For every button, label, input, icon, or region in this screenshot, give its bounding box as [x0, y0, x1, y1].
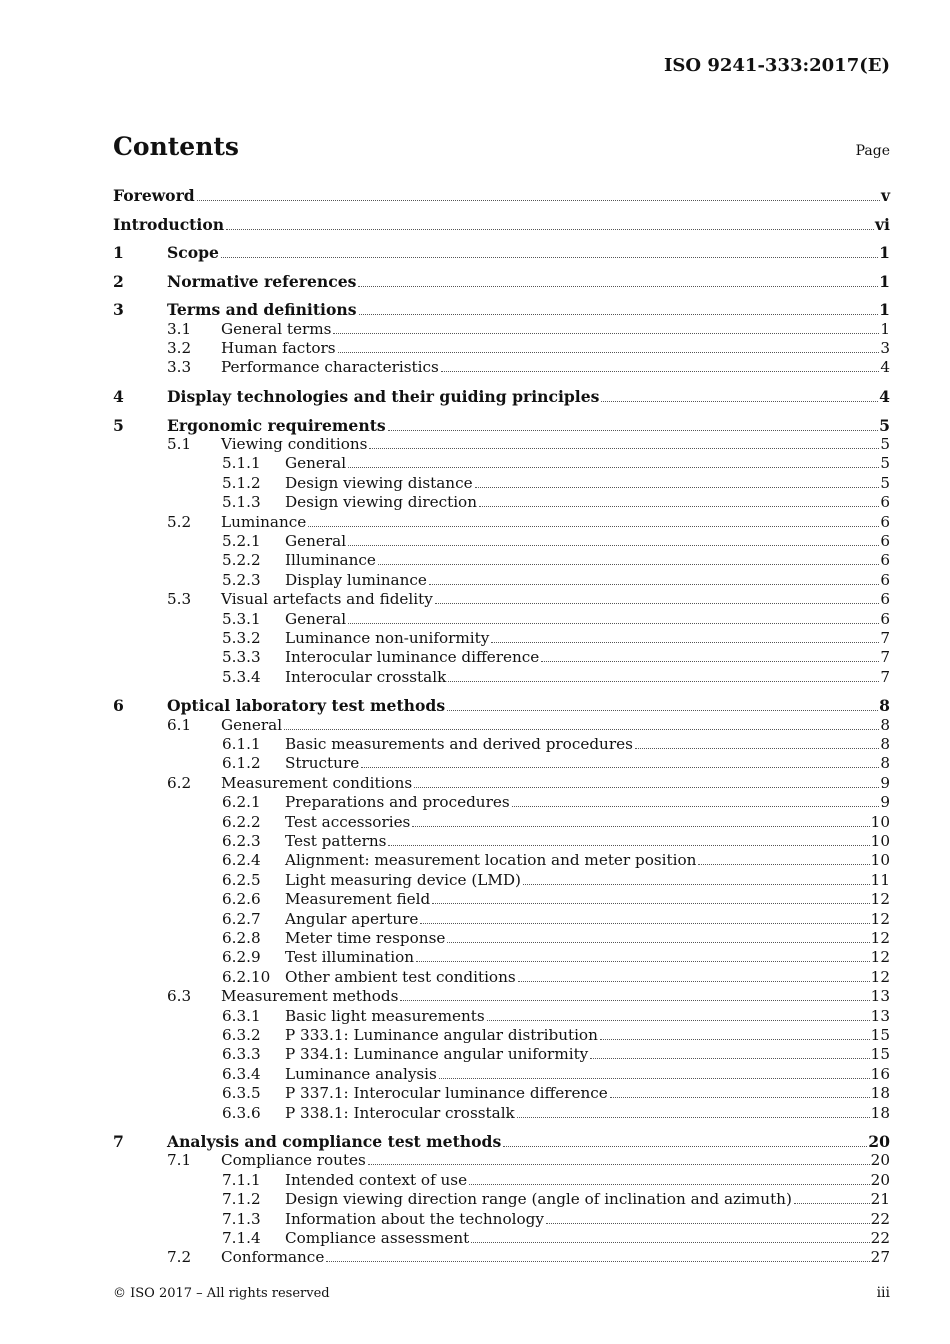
page-title: Contents [113, 132, 240, 161]
toc-entry-title: Illuminance [285, 551, 376, 570]
toc-entry-number: 3 [113, 300, 124, 320]
toc-entry-page: 12 [870, 928, 890, 947]
toc-entry-number: 6.3.4 [222, 1064, 261, 1083]
toc-entry-page: 16 [870, 1064, 890, 1083]
toc-entry-page: 6 [880, 493, 890, 512]
dot-leader [546, 1223, 870, 1224]
toc-entry[interactable] [113, 513, 890, 532]
dot-leader [698, 864, 869, 865]
toc-entry-page: 21 [870, 1190, 890, 1209]
dot-leader [600, 1039, 870, 1040]
toc-entry-page: 4 [879, 387, 890, 407]
toc-entry-title: Conformance [221, 1248, 325, 1267]
toc-entry[interactable] [113, 358, 890, 377]
toc-entry-page: 18 [870, 1084, 890, 1103]
toc-entry[interactable] [113, 532, 890, 551]
dot-leader [487, 1020, 870, 1021]
toc-entry-number: 5.1.2 [222, 473, 261, 492]
toc-entry[interactable] [113, 871, 890, 890]
dot-leader [414, 787, 879, 788]
dot-leader [308, 526, 879, 527]
toc-entry-title: Light measuring device (LMD) [285, 870, 521, 889]
dot-leader [441, 371, 880, 372]
toc-entry-page: 20 [870, 1151, 890, 1170]
toc-entry-number: 3.1 [167, 319, 192, 338]
toc-entry-title: Design viewing direction [285, 493, 477, 512]
toc-entry[interactable] [113, 1065, 890, 1084]
dot-leader [429, 584, 879, 585]
toc-entry-page: 4 [880, 358, 890, 377]
toc-entry-title: Compliance assessment [285, 1229, 470, 1248]
toc-entry-number: 6 [113, 696, 124, 716]
toc-entry-title: Interocular luminance difference [285, 648, 540, 667]
dot-leader [420, 923, 869, 924]
dot-leader [284, 729, 879, 730]
toc-entry[interactable] [113, 320, 890, 339]
dot-leader [348, 545, 879, 546]
toc-entry-page: 22 [870, 1229, 890, 1248]
toc-entry[interactable] [113, 1104, 890, 1123]
dot-leader [610, 1097, 870, 1098]
toc-entry-page: 6 [880, 609, 890, 628]
dot-leader [475, 487, 880, 488]
dot-leader [226, 229, 874, 230]
dot-leader [523, 884, 870, 885]
toc-entry-page: 6 [880, 512, 890, 531]
toc-entry-title: General terms [221, 319, 332, 338]
toc-entry-number: 6.3 [167, 987, 192, 1006]
page-column-label: Page [855, 143, 890, 159]
dot-leader [469, 1184, 870, 1185]
dot-leader [471, 1242, 869, 1243]
toc-entry-number: 5.2.2 [222, 551, 261, 570]
toc-entry-number: 3.2 [167, 339, 192, 358]
toc-entry-page: 10 [870, 812, 890, 831]
dot-leader [221, 257, 878, 258]
toc-entry-title: Alignment: measurement location and meter position [285, 851, 697, 870]
toc-entry-page: 9 [880, 793, 890, 812]
toc-entry-number: 6.2.10 [222, 967, 271, 986]
toc-entry[interactable] [113, 493, 890, 512]
toc-entry-title: Test accessories [285, 812, 411, 831]
toc-entry-number: 5.3 [167, 590, 192, 609]
toc-entry-title: Structure [285, 754, 360, 773]
toc-entry-number: 6.2.7 [222, 909, 261, 928]
toc-entry-number: 6.1 [167, 715, 192, 734]
toc-entry[interactable] [113, 735, 890, 754]
dot-leader [590, 1058, 869, 1059]
toc-entry-page: 7 [880, 648, 890, 667]
toc-entry-title: Scope [167, 243, 219, 263]
toc-entry-title: Optical laboratory test methods [167, 696, 446, 716]
toc-entry-page: 9 [880, 773, 890, 792]
toc-entry[interactable] [113, 793, 890, 812]
toc-entry-page: 10 [870, 851, 890, 870]
dot-leader [359, 314, 879, 315]
toc-entry[interactable] [113, 215, 890, 234]
toc-entry[interactable] [113, 416, 890, 435]
toc-entry-page: 13 [870, 987, 890, 1006]
toc-entry[interactable] [113, 668, 890, 687]
toc-entry-page: 6 [880, 570, 890, 589]
toc-entry-title: General [285, 609, 347, 628]
toc-entry[interactable] [113, 387, 890, 406]
toc-entry-page: 1 [880, 319, 890, 338]
toc-entry[interactable] [113, 339, 890, 358]
toc-entry-number: 5.2.1 [222, 531, 261, 550]
toc-entry[interactable] [113, 1171, 890, 1190]
toc-entry[interactable] [113, 300, 890, 319]
toc-entry[interactable] [113, 648, 890, 667]
toc-entry-title: Other ambient test conditions [285, 967, 516, 986]
toc-entry-page: 18 [870, 1103, 890, 1122]
toc-entry-number: 6.3.1 [222, 1006, 261, 1025]
toc-entry-page: 12 [870, 890, 890, 909]
toc-entry-page: 8 [880, 754, 890, 773]
toc-entry-number: 6.2.2 [222, 812, 261, 831]
toc-entry-number: 7.1.2 [222, 1190, 261, 1209]
toc-entry-page: 8 [879, 696, 890, 716]
dot-leader [439, 1078, 870, 1079]
toc-entry-page: 6 [880, 590, 890, 609]
toc-entry-page: vi [875, 214, 890, 234]
toc-entry[interactable] [113, 1132, 890, 1151]
toc-entry-number: 7.1 [167, 1151, 192, 1170]
toc-entry-title: Measurement conditions [221, 773, 413, 792]
dot-leader [348, 623, 879, 624]
toc-entry[interactable] [113, 610, 890, 629]
toc-entry-page: 27 [870, 1248, 890, 1267]
dot-leader [388, 845, 869, 846]
toc-entry-page: 12 [870, 948, 890, 967]
toc-entry[interactable] [113, 929, 890, 948]
toc-entry-number: 6.1.1 [222, 735, 261, 754]
toc-entry-number: 6.2.5 [222, 870, 261, 889]
toc-entry-page: v [880, 186, 890, 205]
dot-leader [479, 506, 879, 507]
dot-leader [447, 710, 878, 711]
toc-entry-title: Luminance [221, 512, 307, 531]
toc-entry-title: Compliance routes [221, 1151, 366, 1170]
toc-entry[interactable] [113, 454, 890, 473]
toc-entry-title: Viewing conditions [221, 435, 368, 454]
toc-entry-title: Test patterns [285, 832, 387, 851]
toc-entry-title: Measurement field [285, 890, 431, 909]
toc-entry[interactable] [113, 435, 890, 454]
toc-entry[interactable] [113, 551, 890, 570]
toc-entry[interactable] [113, 774, 890, 793]
toc-entry-title: P 337.1: Interocular luminance difference [285, 1084, 608, 1103]
toc-entry-title: Foreword [113, 186, 195, 205]
toc-entry-number: 6.2 [167, 773, 192, 792]
dot-leader [794, 1203, 870, 1204]
toc-entry-number: 6.2.3 [222, 832, 261, 851]
toc-entry[interactable] [113, 754, 890, 773]
toc-entry-page: 5 [879, 415, 890, 435]
dot-leader [412, 826, 869, 827]
toc-entry[interactable] [113, 571, 890, 590]
toc-entry-page: 6 [880, 551, 890, 570]
toc-entry[interactable] [113, 243, 890, 262]
toc-entry-title: Human factors [221, 339, 336, 358]
toc-entry-page: 5 [880, 435, 890, 454]
toc-entry[interactable] [113, 910, 890, 929]
toc-entry-title: Interocular crosstalk [285, 667, 447, 686]
dot-leader [518, 981, 870, 982]
toc-entry[interactable] [113, 1190, 890, 1209]
toc-entry[interactable] [113, 832, 890, 851]
toc-entry-number: 7.1.3 [222, 1209, 261, 1228]
toc-entry-number: 7 [113, 1132, 124, 1152]
table-of-contents [113, 186, 890, 1268]
dot-leader [378, 564, 879, 565]
toc-entry[interactable] [113, 1084, 890, 1103]
toc-entry-number: 5.3.3 [222, 648, 261, 667]
toc-entry[interactable] [113, 1210, 890, 1229]
toc-entry-number: 6.2.1 [222, 793, 261, 812]
dot-leader [333, 333, 879, 334]
toc-entry-number: 7.2 [167, 1248, 192, 1267]
toc-entry[interactable] [113, 186, 890, 205]
toc-entry[interactable] [113, 1248, 890, 1267]
toc-entry-title: Introduction [113, 214, 225, 234]
toc-entry-number: 6.3.6 [222, 1103, 261, 1122]
dot-leader [601, 401, 878, 402]
toc-entry-title: Normative references [167, 271, 357, 291]
toc-entry-page: 8 [880, 735, 890, 754]
dot-leader [447, 942, 869, 943]
toc-entry-page: 1 [879, 271, 890, 291]
toc-entry-title: Test illumination [285, 948, 414, 967]
toc-entry-page: 1 [879, 300, 890, 320]
toc-entry-number: 2 [113, 271, 124, 291]
toc-entry[interactable] [113, 1229, 890, 1248]
dot-leader [338, 352, 880, 353]
toc-entry-number: 6.2.6 [222, 890, 261, 909]
toc-entry-title: Intended context of use [285, 1170, 468, 1189]
toc-entry-title: Analysis and compliance test methods [167, 1132, 502, 1152]
toc-entry[interactable] [113, 813, 890, 832]
dot-leader [541, 661, 879, 662]
toc-entry[interactable] [113, 948, 890, 967]
dot-leader [416, 961, 870, 962]
toc-entry[interactable] [113, 1151, 890, 1170]
dot-leader [517, 1117, 870, 1118]
toc-entry-page: 20 [868, 1132, 890, 1152]
dot-leader [368, 1164, 870, 1165]
toc-entry-number: 6.3.5 [222, 1084, 261, 1103]
toc-entry-number: 6.3.3 [222, 1045, 261, 1064]
toc-entry[interactable] [113, 890, 890, 909]
dot-leader [326, 1261, 869, 1262]
toc-entry[interactable] [113, 987, 890, 1006]
dot-leader [358, 286, 878, 287]
toc-entry-title: Luminance analysis [285, 1064, 437, 1083]
toc-entry-title: General [221, 715, 283, 734]
toc-entry-number: 5.1.1 [222, 454, 261, 473]
toc-entry-title: Design viewing direction range (angle of inclination and azimuth) [285, 1190, 792, 1209]
toc-entry-title: Terms and definitions [167, 300, 357, 320]
toc-entry-page: 7 [880, 628, 890, 647]
toc-entry-page: 20 [870, 1170, 890, 1189]
toc-entry-title: General [285, 454, 347, 473]
dot-leader [348, 467, 879, 468]
toc-entry-number: 5 [113, 415, 124, 435]
toc-entry-title: P 334.1: Luminance angular uniformity [285, 1045, 589, 1064]
toc-entry[interactable] [113, 590, 890, 609]
page-number: iii [876, 1285, 890, 1301]
toc-entry-number: 5.2.3 [222, 570, 261, 589]
toc-entry[interactable] [113, 968, 890, 987]
toc-entry-title: Performance characteristics [221, 358, 439, 377]
toc-entry[interactable] [113, 272, 890, 291]
dot-leader [448, 681, 879, 682]
dot-leader [435, 603, 880, 604]
toc-entry-number: 6.2.4 [222, 851, 261, 870]
toc-entry-page: 15 [870, 1025, 890, 1044]
toc-entry-page: 1 [879, 243, 890, 263]
toc-entry-page: 11 [870, 870, 890, 889]
toc-entry-number: 6.2.8 [222, 928, 261, 947]
dot-leader [491, 642, 879, 643]
toc-entry-page: 22 [870, 1209, 890, 1228]
toc-entry-title: Meter time response [285, 928, 446, 947]
toc-entry-page: 5 [880, 473, 890, 492]
toc-entry[interactable] [113, 1045, 890, 1064]
toc-entry-number: 6.1.2 [222, 754, 261, 773]
dot-leader [400, 1000, 869, 1001]
toc-entry-title: Preparations and procedures [285, 793, 510, 812]
toc-entry-title: General [285, 531, 347, 550]
toc-entry-page: 6 [880, 531, 890, 550]
toc-entry[interactable] [113, 851, 890, 870]
dot-leader [512, 806, 880, 807]
toc-entry-title: Display technologies and their guiding principles [167, 387, 600, 407]
toc-entry-title: Display luminance [285, 570, 427, 589]
toc-entry-title: Information about the technology [285, 1209, 544, 1228]
toc-entry-page: 3 [880, 339, 890, 358]
toc-entry-title: Design viewing distance [285, 473, 473, 492]
toc-entry-title: Basic measurements and derived procedures [285, 735, 633, 754]
dot-leader [635, 748, 879, 749]
toc-entry-number: 4 [113, 387, 124, 407]
toc-entry[interactable] [113, 629, 890, 648]
dot-leader [432, 903, 869, 904]
toc-entry[interactable] [113, 696, 890, 715]
toc-entry-page: 12 [870, 967, 890, 986]
toc-entry-title: Measurement methods [221, 987, 399, 1006]
toc-entry-number: 5.2 [167, 512, 192, 531]
toc-entry-number: 7.1.4 [222, 1229, 261, 1248]
dot-leader [197, 200, 880, 201]
toc-entry-page: 8 [880, 715, 890, 734]
toc-entry-number: 5.1 [167, 435, 192, 454]
toc-entry-title: P 333.1: Luminance angular distribution [285, 1025, 598, 1044]
toc-entry-page: 13 [870, 1006, 890, 1025]
toc-entry-title: Angular aperture [285, 909, 419, 928]
toc-entry-number: 5.3.2 [222, 628, 261, 647]
toc-entry[interactable] [113, 474, 890, 493]
toc-entry-number: 6.2.9 [222, 948, 261, 967]
toc-entry-number: 1 [113, 243, 124, 263]
copyright-notice: © ISO 2017 – All rights reserved [113, 1286, 330, 1301]
toc-entry-title: P 338.1: Interocular crosstalk [285, 1103, 515, 1122]
toc-entry-page: 12 [870, 909, 890, 928]
dot-leader [388, 430, 878, 431]
toc-entry-title: Visual artefacts and fidelity [221, 590, 433, 609]
dot-leader [369, 448, 879, 449]
toc-entry-title: Basic light measurements [285, 1006, 485, 1025]
document-identifier: ISO 9241-333:2017(E) [663, 55, 890, 76]
toc-entry-page: 7 [880, 667, 890, 686]
toc-entry[interactable] [113, 1007, 890, 1026]
dot-leader [503, 1146, 867, 1147]
toc-entry-number: 5.3.4 [222, 667, 261, 686]
toc-entry-page: 15 [870, 1045, 890, 1064]
toc-entry[interactable] [113, 1026, 890, 1045]
toc-entry-title: Luminance non-uniformity [285, 628, 490, 647]
toc-entry-number: 5.1.3 [222, 493, 261, 512]
toc-entry-page: 5 [880, 454, 890, 473]
toc-entry-number: 5.3.1 [222, 609, 261, 628]
toc-entry-page: 10 [870, 832, 890, 851]
toc-entry-title: Ergonomic requirements [167, 415, 386, 435]
toc-entry-number: 3.3 [167, 358, 192, 377]
toc-entry-number: 7.1.1 [222, 1170, 261, 1189]
dot-leader [361, 767, 879, 768]
toc-entry[interactable] [113, 716, 890, 735]
toc-entry-number: 6.3.2 [222, 1025, 261, 1044]
